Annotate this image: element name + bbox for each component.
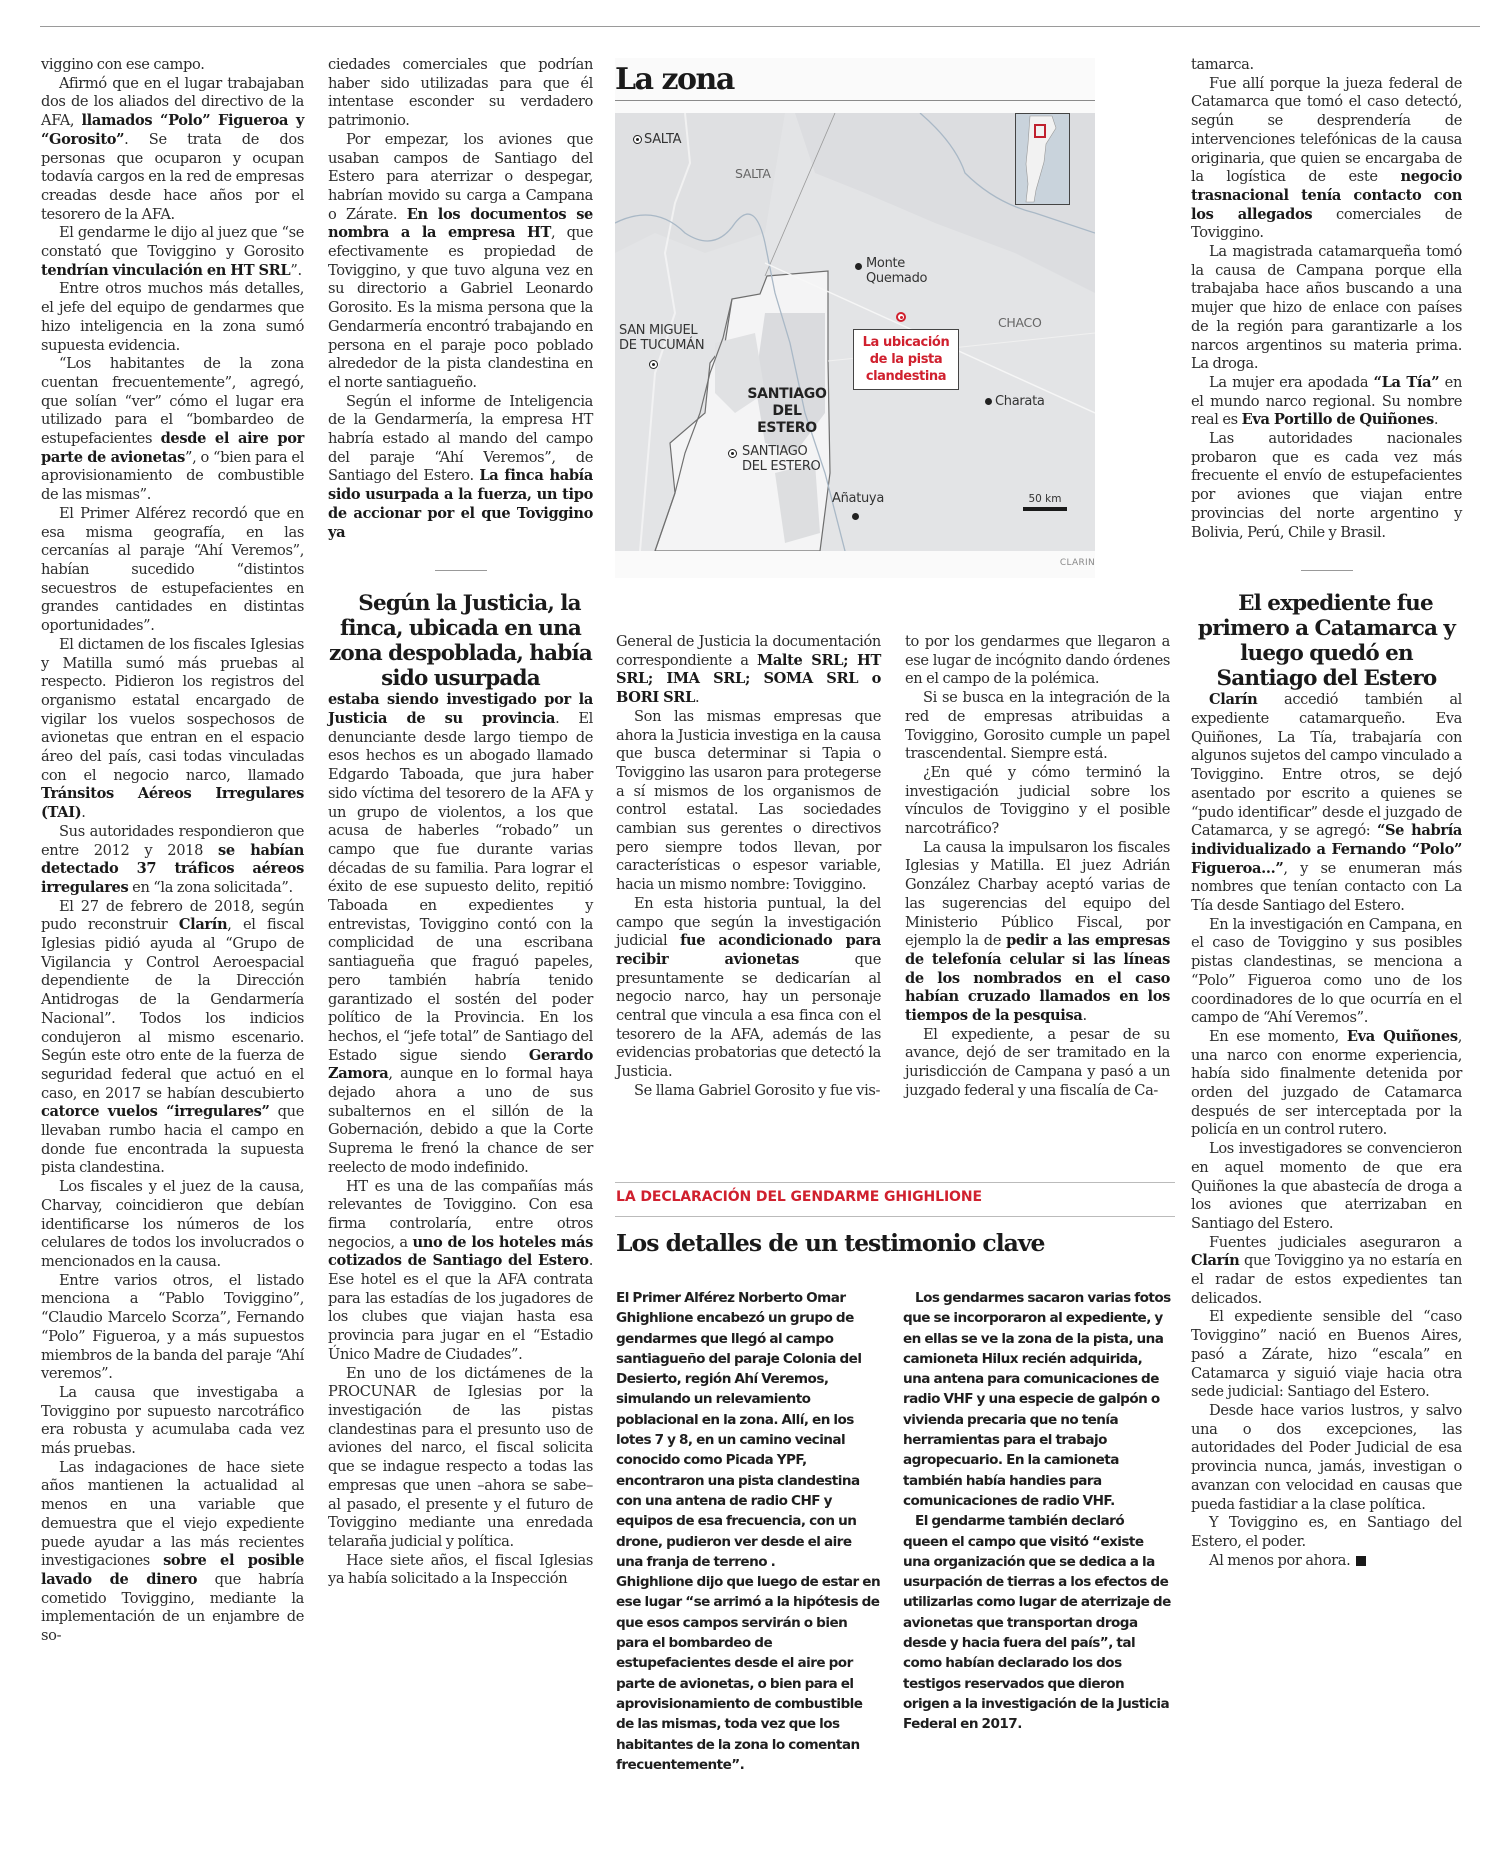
article-paragraph: [41, 355, 304, 505]
text-run: La causa que investigaba a Toviggino por supuesto narcotráfico era robusta y acumulaba cada vez más pruebas.: [41, 1383, 304, 1458]
text-run: Fue allí porque la jueza federal de Catamarca que tomó el caso detectó, según se desprendería de intervenciones telefónicas de la causa originaria, que quien se encargaba de la logística de este: [1191, 74, 1462, 186]
bold-run: Eva Portillo de Quiñones: [1241, 411, 1434, 429]
text-run: Entre otros muchos más detalles, el jefe del equipo de gendarmes que hizo inteligencia en la zona sumó supuesta evidencia.: [41, 280, 304, 354]
article-paragraph: [616, 895, 881, 1082]
map-label-monte-quemado: Monte Quemado: [866, 256, 928, 286]
text-run: . Se trata de dos personas que ocuparon y ocupan todavía cargos en la red de empresas creadas desde hace años por el tesorero de la AFA.: [41, 130, 304, 223]
text-run: General de Justicia la documentación correspondiente a: [616, 633, 881, 669]
article-column-3: [616, 633, 881, 1101]
sidebar-kicker: LA DECLARACIÓN DEL GENDARME GHIGHLIONE: [616, 1189, 982, 1205]
bold-run: En los documentos se nombra a la empresa HT: [328, 205, 593, 242]
map-marker-santiago-city: [728, 446, 739, 461]
sidebar-headline: Los detalles de un testimonio clave: [616, 1229, 1045, 1257]
map-label-tucuman: SAN MIGUEL DE TUCUMÁN: [619, 323, 705, 353]
article-paragraph: [1191, 1402, 1462, 1514]
map-label-salta-city: SALTA: [633, 132, 681, 147]
article-paragraph: [905, 633, 1170, 689]
article-column-5-top: [1191, 56, 1462, 542]
article-paragraph: [41, 1272, 304, 1384]
text-run: Las indagaciones de hace siete años mantienen la actualidad al menos en una variable que demuestra que el viejo expediente puede ayudar a las más recientes investigaciones: [41, 1458, 304, 1570]
bold-run: estaba siendo investigado por la Justicia de su provincia: [328, 691, 593, 727]
text-run: en el mundo narco regional. Su nombre real es: [1191, 373, 1462, 429]
text-run: El gendarme le dijo al juez que “se constató que Toviggino y Gorosito: [41, 224, 304, 261]
map-scale-label: 50 km: [1028, 493, 1062, 505]
bold-run: Clarín: [1209, 691, 1258, 709]
sidebar-column-2: [903, 1288, 1171, 1735]
text-run: La mujer era apodada: [1209, 373, 1374, 391]
article-paragraph: [328, 56, 593, 131]
bold-run: Tránsitos Aéreos Irregulares (TAI): [41, 785, 304, 822]
text-run: que habría cometido Toviggino, mediante la implementación de un enjambre de so-: [41, 1570, 304, 1645]
text-run: tamarca.: [1191, 56, 1254, 73]
article-paragraph: [905, 1026, 1170, 1101]
article-paragraph: [1191, 75, 1462, 243]
text-run: El 27 de febrero de 2018, según pudo reconstruir: [41, 897, 304, 934]
bold-run: se habían detectado 37 tráficos aéreos irregulares: [41, 841, 304, 896]
text-run: que presuntamente se dedicarían al negocio narco, hay un personaje central que vincula a esa finca con el tesorero de la AFA, además de las evidencias probatorias que detectó la Justicia.: [616, 950, 881, 1081]
article-paragraph: [1191, 243, 1462, 374]
bold-run: fue acondicionado para recibir avionetas: [616, 932, 881, 968]
text-run: Son las mismas empresas que ahora la Justicia investiga en la causa que busca determinar si Tapia o Toviggino las usaron para protegerse a sí mismos de los organismos de control estatal. Las sociedades cambian sus gerentes o directivos pero siempre todos llevan, por características o espesor variable, hacia un mismo nombre: Toviggino.: [616, 707, 881, 894]
bold-run: llamados “Polo” Figueroa y “Gorosito”: [41, 112, 305, 148]
text-run: El Primer Alférez recordó que en esa misma geografía, en las cercanías al paraje “Ahí Veremos”, habían sucedido “distintos secuestros de estupefacientes en grandes cantidades en distintas oportunidades”.: [41, 504, 304, 635]
bold-run: “La Tía”: [1373, 373, 1440, 391]
location-pin-icon: [896, 312, 906, 322]
text-run: que llevaban rumbo hacia el campo en donde fue encontrada la supuesta pista clandestina.: [41, 1103, 304, 1177]
pull-quote-headline: El expediente fue primero a Catamarca y luego quedó en Santiago del Estero: [1197, 591, 1456, 692]
text-run: Los investigadores se convencieron en aquel momento de que era Quiñones la que abastecía de droga a los aviones que aterrizaban en Santiago del Estero.: [1191, 1140, 1462, 1232]
capital-star-icon: [633, 135, 642, 144]
text-run: Y Toviggino es, en Santiago del Estero, el poder.: [1191, 1514, 1462, 1550]
page-top-rule: [40, 26, 1480, 27]
article-paragraph: [1191, 1028, 1462, 1140]
text-run: , que efectivamente es propiedad de Toviggino, y que tuvo alguna vez en su directorio a Gabriel Leonardo Gorosito. Es la misma persona que la Gendarmería encontró trabajando en persona en el paraje poco poblado alrededor de la pista clandestina en el norte santiagueño.: [328, 224, 593, 391]
text-run: .: [694, 689, 700, 707]
article-paragraph: [1191, 691, 1462, 915]
bold-run: Clarín: [1191, 1252, 1240, 1270]
text-run: En uno de los dictámenes de la PROCUNAR de Iglesias por la investigación de las pistas clandestinas para el presunto uso de aviones del narco, el fiscal solicita que se indague respecto a todas las empresas que unen –ahora se sabe– al pasado, el presente y el futuro de Toviggino mediante una enredada telaraña judicial y política.: [328, 1364, 593, 1550]
article-paragraph: [1191, 374, 1462, 430]
article-paragraph: [328, 1178, 593, 1365]
sidebar-divider: [615, 1216, 1175, 1217]
article-column-4: [905, 633, 1170, 1101]
text-run: En ese momento,: [1209, 1027, 1347, 1045]
article-column-2-bottom: [328, 691, 593, 1589]
map-label-santiago-city: SANTIAGO DEL ESTERO: [742, 444, 821, 474]
text-run: viggino con ese campo.: [41, 56, 205, 73]
map-scale-bar: [1023, 507, 1067, 511]
article-paragraph: [328, 131, 593, 393]
sidebar-column-1: [616, 1288, 881, 1775]
text-run: Desde hace varios lustros, y salvo una o dos excepciones, las autoridades del Poder Judicial de esa provincia nunca, jamás, investigan o avanzan con velocidad en causas que pueda fastidiar a la clase política.: [1191, 1402, 1462, 1513]
sidebar-paragraph: Los gendarmes sacaron varias fotos que se incorporaron al expediente, y en ellas se ve la zona de la pista, una camioneta Hilux recién adquirida, una antena para comunicaciones de radio VHF y una especie de galpón o vivienda precaria que no tenía herramientas para el trabajo agropecuario. En la camioneta también había handies para comunicaciones de radio VHF.: [903, 1290, 1171, 1509]
map-marker-tucuman: [649, 357, 660, 372]
article-paragraph: [905, 764, 1170, 839]
article-paragraph: [41, 224, 304, 280]
article-paragraph: [328, 691, 593, 1177]
map-scale: [1023, 493, 1067, 511]
article-paragraph: [328, 393, 593, 543]
text-run: Si se busca en la integración de la red de empresas atribuidas a Toviggino, Gorosito cumple un papel trascendental. Siempre está.: [905, 689, 1170, 763]
text-run: Sus autoridades respondieron que entre 2012 y 2018: [41, 822, 304, 859]
article-column-5-bottom: [1191, 691, 1462, 1570]
pull-quote-divider: [1301, 570, 1353, 571]
text-run: . Ese hotel es el que la AFA contrata para las estadías de los jugadores de los clubes que viajan hasta esa provincia para jugar en el “Estadio Único Madre de Ciudades”.: [328, 1252, 593, 1363]
bold-run: sobre el posible lavado de dinero: [41, 1552, 305, 1588]
text-run: accedió también al expediente catamarqueño. Eva Quiñones, La Tía, trabajaría con algunos sujetos del campo vinculado a Toviggino. Entre otros, se dejó asentado por escrito a quienes se “pudo identificar” desde el juzgado de Catamarca, y se agregó:: [1191, 691, 1462, 840]
text-run: to por los gendarmes que llegaron a ese lugar de incógnito dando órdenes en el campo de la polémica.: [905, 633, 1170, 688]
sidebar-top-rule: [615, 1182, 1175, 1183]
bold-run: Eva Quiñones: [1346, 1027, 1458, 1045]
text-run: HT es una de las compañías más relevantes de Toviggino. Con esa firma controlaría, entre otros negocios, a: [328, 1177, 593, 1251]
bold-run: pedir a las empresas de telefonía celular si las líneas de los nombrados en el caso habían cruzado llamados en los tiempos de la pesquisa: [905, 932, 1170, 1025]
capital-star-icon: [649, 360, 658, 369]
text-run: . El denunciante desde largo tiempo de esos hechos es un abogado llamado Edgardo Taboada, que jura haber sido víctima del tesorero de la AFA y un grupo de violentos, a los que acusa de haberles “robado” un campo que fue durante varias décadas de su familia. Para lograr el éxito de ese supuesto delito, repitió Taboada en expedientes y entrevistas, Toviggino contó con la complicidad de una escribana santiagueña que fraguó papeles, pero también habría tenido garantizado el sostén del poder político de la Provincia. En los hechos, el “jefe total” de Santiago del Estado sigue siendo: [328, 709, 593, 1064]
sidebar-paragraph: Ghighlione dijo que luego de estar en ese lugar “se arrimó a la hipótesis de que esos campos servirán o bien para el bombardeo de estupefacientes desde el aire por parte de avionetas, o bien para el aprovisionamiento de combustible de las mismas, toda vez que los habitantes de la zona lo comentan frecuentemente”.: [616, 1574, 881, 1773]
text-run: Según el informe de Inteligencia de la Gendarmería, la empresa HT habría estado al mando del campo del paraje “Ahí Veremos”, de Santiago del Estero.: [328, 392, 593, 485]
map-credit: CLARIN: [1059, 558, 1095, 568]
text-run: ”, o “bien para el aprovisionamiento de combustible de las mismas”.: [41, 448, 305, 504]
article-paragraph: [41, 505, 304, 636]
article-paragraph: [41, 56, 304, 75]
bold-run: “Se habría individualizado a Fernando “Polo” Figueroa…”: [1191, 822, 1463, 877]
bold-run: desde el aire por parte de avionetas: [41, 430, 304, 466]
text-run: ciedades comerciales que podrían haber sido utilizadas para que él intentase esconder su verdadero patrimonio.: [328, 56, 593, 130]
pull-quote-divider: [435, 570, 487, 571]
article-paragraph: [905, 689, 1170, 764]
article-paragraph: [41, 1178, 304, 1272]
text-run: que Toviggino ya no estaría en el radar de estos expedientes tan delicados.: [1191, 1252, 1462, 1307]
map-callout: La ubicación de la pista clandestina: [853, 329, 959, 390]
article-paragraph: [616, 708, 881, 895]
bold-run: Clarín: [178, 916, 228, 934]
map-label-chaco: CHACO: [998, 315, 1042, 330]
map-infographic: [615, 58, 1095, 578]
map-marker-anatuya: [852, 509, 862, 524]
pull-quote-headline: Según la Justicia, la finca, ubicada en una zona despoblada, había sido usurpada: [329, 591, 592, 692]
text-run: .: [1433, 411, 1439, 429]
article-paragraph: [41, 823, 304, 898]
bold-run: uno de los hoteles más cotizados de Santiago del Estero: [328, 1233, 593, 1270]
city-dot-icon: [985, 398, 992, 405]
text-run: En esta historia puntual, la del campo que según la investigación judicial: [616, 894, 881, 950]
article-column-2-top: [328, 56, 593, 542]
article-paragraph: [1191, 1514, 1462, 1551]
text-run: En la investigación en Campana, en el caso de Toviggino y sus posibles pistas clandestinas, se menciona a “Polo” Figueroa como uno de los coordinadores de lo que ocurría en el campo de “Ahí Veremos”.: [1191, 915, 1462, 1027]
inset-highlight-frame: [1034, 124, 1046, 138]
map-title: La zona: [615, 62, 734, 97]
capital-star-icon: [728, 449, 737, 458]
article-paragraph: [41, 1384, 304, 1459]
article-paragraph: [1191, 1552, 1462, 1571]
text-run: Los fiscales y el juez de la causa, Charvay, coincidieron que debían identificarse los números de los celulares de todos los involucrados o mencionados en la causa.: [41, 1178, 304, 1270]
text-run: Al menos por ahora.: [1209, 1551, 1351, 1569]
article-paragraph: [616, 1082, 881, 1101]
text-run: ¿En qué y cómo terminó la investigación judicial sobre los vínculos de Toviggino y el posible narcotráfico?: [905, 763, 1170, 838]
text-run: .: [81, 804, 86, 822]
map-title-divider: [615, 100, 1095, 101]
bold-run: catorce vuelos “irregulares”: [41, 1103, 270, 1121]
article-paragraph: [616, 633, 881, 708]
text-run: Por empezar, los aviones que usaban campos de Santiago del Estero para aterrizar o despegar, habrían movido su carga a Campana o Zárate.: [328, 130, 593, 223]
article-paragraph: [1191, 916, 1462, 1028]
map-label-charata: Charata: [985, 394, 1045, 409]
city-dot-icon: [852, 513, 859, 520]
article-paragraph: [41, 636, 304, 823]
argentina-inset-map: [1015, 113, 1070, 205]
map-label-santiago-province: SANTIAGO DEL ESTERO: [747, 386, 827, 436]
text-run: La causa la impulsaron los fiscales Iglesias y Matilla. El juez Adrián González Charbay aceptó varias de las sugerencias del equipo del Ministerio Público Fiscal, por ejemplo la de: [905, 838, 1170, 950]
text-run: , el fiscal Iglesias pidió ayuda al “Grupo de Vigilancia y Control Aeroespacial dependiente de la Dirección Antidrogas de la Gendarmería Nacional”. Todos los indicios condujeron al mismo escenario. Según este otro ente de la fuerza de seguridad federal que actuó en el caso, en 2017 se habían descubierto: [41, 916, 304, 1102]
city-dot-icon: [855, 263, 862, 270]
article-paragraph: [1191, 1140, 1462, 1234]
article-column-1: [41, 56, 304, 1646]
map-label-salta-region: SALTA: [735, 166, 771, 181]
text-run: Fuentes judiciales aseguraron a: [1209, 1233, 1462, 1251]
article-paragraph: [41, 280, 304, 355]
article-paragraph: [41, 898, 304, 1179]
article-paragraph: [1191, 430, 1462, 542]
text-run: Entre varios otros, el listado menciona a “Pablo Toviggino”, “Claudio Marcelo Scorza”, Fernando “Polo” Figueroa, y a más supuestos miembros de la banda del paraje “Ahí veremos”.: [41, 1271, 304, 1383]
text-run: “Los habitantes de la zona cuentan frecuentemente”, agregó, que solían “ver” cómo el lugar era utilizado para el “bombardeo de estupefacientes: [41, 355, 304, 448]
map-canvas: [615, 113, 1095, 551]
article-paragraph: [328, 1365, 593, 1552]
map-marker-monte-quemado: [855, 259, 865, 274]
article-paragraph: [41, 75, 304, 225]
text-run: La magistrada catamarqueña tomó la causa de Campana porque ella trabajaba hace años buscando a una mujer que hizo de enlace con países de la región para garantizarle a los narcos argentinos su materia prima. La droga.: [1191, 243, 1462, 373]
bold-run: Gerardo Zamora: [328, 1046, 593, 1083]
text-run: Afirmó que en el lugar trabajaban dos de los aliados del directivo de la AFA,: [41, 74, 304, 130]
text-run: Las autoridades nacionales probaron que es cada vez más frecuente el envío de estupefacientes por aviones que viajan entre provincias del norte argentino y Bolivia, Perú, Chile y Brasil.: [1191, 430, 1462, 541]
text-run: .: [1082, 1007, 1087, 1025]
text-run: comerciales de Toviggino.: [1191, 205, 1462, 242]
bold-run: La finca había sido usurpada a la fuerza, un tipo de accionar por el que Toviggino ya: [328, 467, 593, 541]
article-column-2: [328, 56, 593, 1589]
sidebar-paragraph: El gendarme también declaró queen el campo que visitó “existe una organización que se dedica a la usurpación de tierras a los efectos de utilizarlas como lugar de aterrizaje de avionetas que transportan droga desde y hacia fuera del país”, tal como habían declarado los dos testigos reservados que dieron origen a la investigación de la Justicia Federal en 2017.: [903, 1513, 1171, 1733]
article-paragraph: [328, 1552, 593, 1589]
text-run: , y se enumeran más nombres que tenían contacto con La Tía desde Santiago del Estero.: [1191, 859, 1462, 915]
article-paragraph: [1191, 56, 1462, 75]
article-paragraph: [1191, 1308, 1462, 1402]
bold-run: negocio trasnacional tenía contacto con los allegados: [1191, 168, 1462, 223]
text-run: en “la zona solicitada”.: [128, 878, 293, 896]
article-paragraph: [41, 1459, 304, 1646]
text-run: El dictamen de los fiscales Iglesias y Matilla sumó más pruebas al respecto. Pidieron los registros del organismo estatal encargado de vigilar los vuelos sospechosos de avionetas que entran en el espacio áreo del país, casi todas vinculadas con el negocio narco, llamado: [41, 635, 304, 784]
text-run: Se llama Gabriel Gorosito y fue vis-: [634, 1081, 881, 1099]
sidebar-paragraph: El Primer Alférez Norberto Omar Ghighlione encabezó un grupo de gendarmes que llegó al campo santiagueño del paraje Colonia del Desierto, región Ahí Veremos, simulando un relevamiento poblacional en la zona. Allí, en los lotes 7 y 8, en un camino vecinal conocido como Picada YPF, encontraron una pista clandestina con una antena de radio CHF y equipos de esa frecuencia, con un drone, pudieron ver desde el aire una franja de terreno .: [616, 1290, 862, 1570]
end-of-article-icon: [1356, 1556, 1366, 1566]
bold-run: Malte SRL; HT SRL; IMA SRL; SOMA SRL o BORI SRL: [616, 651, 881, 707]
bold-run: tendrían vinculación en HT SRL: [41, 261, 291, 279]
text-run: Hace siete años, el fiscal Iglesias ya había solicitado a la Inspección: [328, 1551, 593, 1588]
text-run: , aunque en lo formal haya dejado ahora a uno de sus subalternos en el sillón de la Gobernación, debido a que la Corte Suprema le frenó la chance de ser reelecto de modo indefinido.: [328, 1065, 593, 1176]
article-paragraph: [905, 839, 1170, 1026]
text-run: El expediente, a pesar de su avance, dejó de ser tramitado en la jurisdicción de Campana y pasó a un juzgado federal y una fiscalía de Ca-: [905, 1025, 1170, 1099]
article-column-5: [1191, 56, 1462, 1570]
text-run: , una narco con enorme experiencia, había sido finalmente detenida por orden del juzgado de Catamarca después de ser interceptada por la policía en un control rutero.: [1191, 1027, 1463, 1139]
article-paragraph: [1191, 1234, 1462, 1309]
text-run: El expediente sensible del “caso Toviggino” nació en Buenos Aires, pasó a Zárate, hizo “escala” en Catamarca y siguió viaje hacia otra sede judicial: Santiago del Estero.: [1191, 1308, 1462, 1401]
text-run: ”.: [290, 261, 302, 279]
map-label-anatuya: Añatuya: [832, 491, 884, 506]
